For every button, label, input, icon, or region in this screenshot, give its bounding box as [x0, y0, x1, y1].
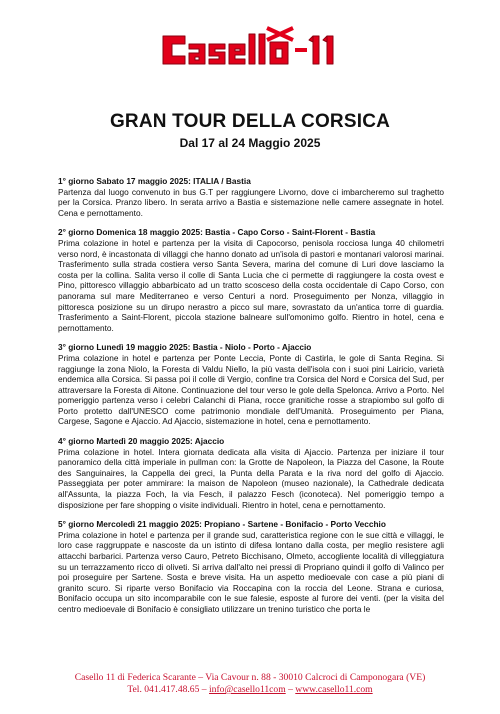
footer-tel: Tel. 041.417.48.65 – — [127, 684, 207, 695]
day-heading: 1° giorno Sabato 17 maggio 2025: ITALIA / Bastia — [58, 176, 251, 186]
day-description: Prima colazione in hotel e partenza per il grande sud, caratteristica regione con le sue città e villaggi, le loro case raggruppate e nascoste da un istinto di difesa lontano dalla costa, per meglio resistere agli attacchi barbarici. Partenza verso Cauro, Petreto Bicchisano, Olmeto, accogliente località di villeggiatura su un terrazzamento ricco di oliveti. Si arriva dall'alto nei pressi di Propriano quindi il golfo di Valinco per poi proseguire per Sartene. Sosta e breve visita. Ha un aspetto medioevale con case a più piani di granito scuro. Si riparte verso Bonifacio via Roccapina con la roccia del Leone. Strana e curiosa, Bonifacio occupa un sito incomparabile con le sue falesie, esposte al furore dei venti. (per la visita del centro medioevale di Bonifacio è consigliato utilizzare un trenino turistico che porta le — [58, 529, 444, 614]
footer-contacts — [0, 684, 500, 696]
day-description: Prima colazione in hotel e partenza per la visita di Capocorso, penisola rocciosa lunga 40 chilometri verso nord, è incastonata di villaggi che hanno donato ad un'isola di pastori e montanari valorosi marinai. Trasferimento sulla strada costiera verso Santa Severa, marina del comune di Luri dove lasciamo la costa per la collina. Salita verso il colle di Santa Lucia che ci permette di raggiungere la costa ovest e Pino, pittoresco villaggio abbarbicato ad un tratto scosceso della costa occidentale di Capo Corso, con panorama sul mare Mediterraneo e verso Centuri a nord. Proseguimento per Nonza, villaggio in pittoresca posizione su un dirupo nerastro a picco sul mare, sovrastato da un'antica torre di guardia. Trasferimento a Saint-Florent, piccola stazione balneare sull'omonimo golfo. Rientro in hotel, cena e pernottamento. — [58, 237, 444, 333]
day-1 — [58, 176, 444, 218]
day-description: Prima colazione in hotel e partenza per Ponte Leccia, Ponte di Castirla, le gole di Santa Regina. Si raggiunge la zona Niolo, la Foresta di Valdu Niello, la più vasta dell'isola con i suoi pini Lairicio, varietà endemica alla Corsica. Si passa poi il colle di Vergio, confine tra Corsica del Nord e Corsica del Sud, per attraversare la Foresta di Aitone. Continuazione del tour verso le gole della Spelonca. Arrivo a Porto. Nel pomeriggio partenza verso i celebri Calanchi di Piana, rocce granitiche rosse a strapiombo sul golfo di Porto protetto dall'UNESCO come patrimonio mondiale dell'Umanità. Proseguimento per Piana, Cargese, Sagone e Ajaccio. Ad Ajaccio, sistemazione in hotel, cena e pernottamento. — [58, 352, 444, 427]
day-heading: 3° giorno Lunedì 19 maggio 2025: Bastia - Niolo - Porto - Ajaccio — [58, 342, 312, 353]
day-heading: 2° giorno Domenica 18 maggio 2025: Bastia - Capo Corso - Saint-Florent - Bastia — [58, 227, 376, 238]
casello-11-logo-icon — [155, 22, 345, 78]
day-heading: 5° giorno Mercoledì 21 maggio 2025: Propiano - Sartene - Bonifacio - Porto Vecchio — [58, 519, 386, 530]
page-title: GRAN TOUR DELLA CORSICA — [109, 111, 391, 132]
day-5 — [58, 519, 444, 614]
logo — [0, 22, 500, 78]
page-subtitle: Dal 17 al 24 Maggio 2025 — [179, 136, 321, 150]
day-2 — [58, 227, 444, 333]
itinerary — [58, 176, 444, 624]
footer — [0, 672, 500, 696]
day-heading: 4° giorno Martedì 20 maggio 2025: Ajaccio — [58, 436, 225, 447]
footer-separator: – — [285, 684, 296, 695]
day-description: Prima colazione in hotel. Intera giornata dedicata alla visita di Ajaccio. Partenza per iniziare il tour panoramico della città imperiale in pullman con: la Grotte de Napoleon, la Piazza del Casone, la Route des Sanguinaires, la Cappella dei greci, la Punta della Parata e la riva nord del golfo di Ajaccio. Passeggiata per poter ammirare: la maison de Napoleon (museo nazionale), la Cathedrale dedicata all'Assunta, la piazza Foch, la via Fesch, il palazzo Fesch (iconoteca). Nel pomeriggio tempo a disposizione per fare shopping o visite individuali. Rientro in hotel, cena e pernottamento. — [58, 446, 444, 510]
footer-email-link[interactable]: info@casello11com — [209, 684, 286, 695]
footer-web-link[interactable]: www.casello11.com — [295, 684, 373, 695]
day-3 — [58, 342, 444, 427]
footer-address: Casello 11 di Federica Scarante – Via Cavour n. 88 - 30010 Calcroci di Camponogara (VE) — [74, 672, 426, 683]
day-description: Partenza dal luogo convenuto in bus G.T per raggiungere Livorno, dove ci imbarcheremo sul traghetto per la Corsica. Pranzo libero. In serata arrivo a Bastia e sistemazione nelle camere assegnate in hotel. Cena e pernottamento. — [58, 186, 444, 218]
day-4 — [58, 436, 444, 510]
